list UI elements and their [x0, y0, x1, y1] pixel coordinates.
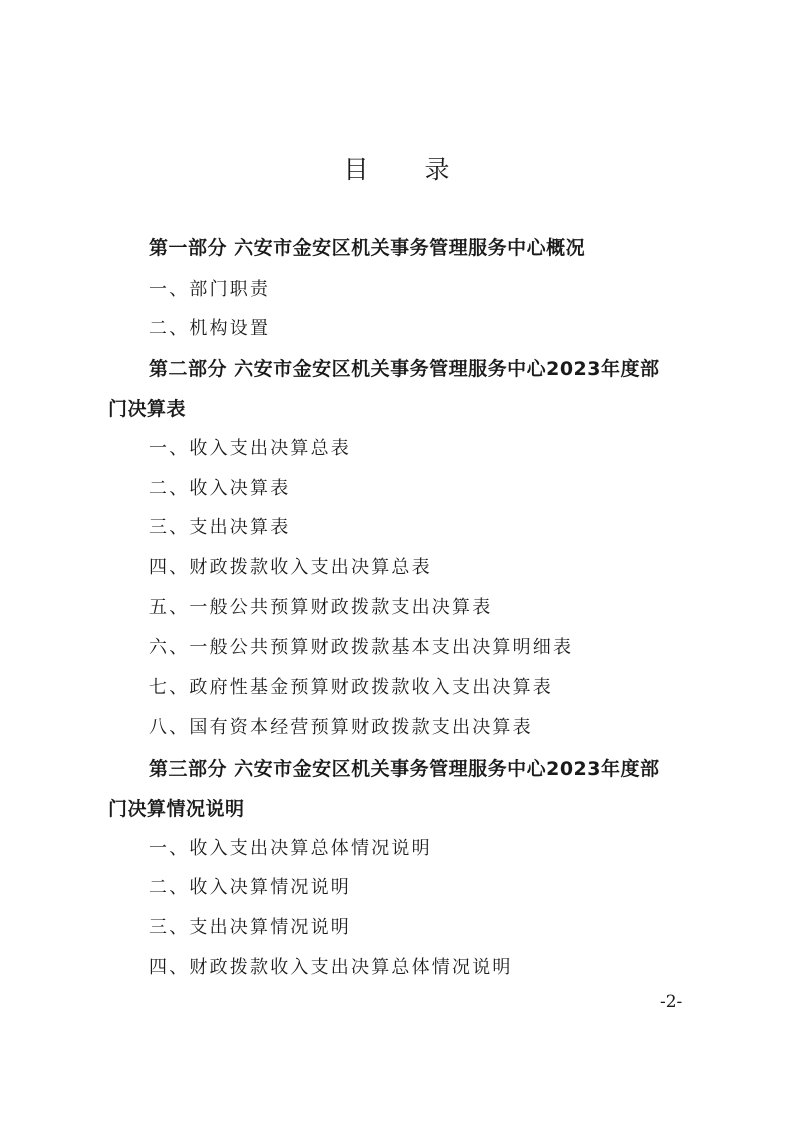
toc-part-3-heading-line-2: 门决算情况说明	[108, 798, 245, 820]
toc-item[interactable]: 三、支出决算表	[149, 517, 291, 538]
toc-item[interactable]: 四、财政拨款收入支出决算总表	[149, 557, 432, 578]
toc-part-2-heading-line-2: 门决算表	[108, 398, 187, 420]
toc-title: 目 录	[343, 155, 474, 184]
toc-part-3-heading[interactable]	[108, 749, 698, 829]
toc-item[interactable]: 八、国有资本经营预算财政拨款支出决算表	[149, 717, 533, 738]
toc-part-1-heading[interactable]	[108, 228, 698, 268]
toc-item[interactable]: 二、收入决算表	[149, 478, 291, 499]
toc-item[interactable]: 七、政府性基金预算财政拨款收入支出决算表	[149, 677, 553, 698]
toc-item[interactable]: 六、一般公共预算财政拨款基本支出决算明细表	[149, 637, 574, 658]
toc-part-2-heading-line-1: 第二部分 六安市金安区机关事务管理服务中心2023年度部	[149, 358, 660, 380]
toc-part-2-heading[interactable]	[108, 349, 698, 429]
toc-item[interactable]: 一、部门职责	[149, 279, 271, 300]
toc-part-1-heading-text: 第一部分 六安市金安区机关事务管理服务中心概况	[149, 237, 586, 259]
toc-item[interactable]: 二、收入决算情况说明	[149, 877, 351, 898]
toc-item[interactable]: 一、收入支出决算总体情况说明	[149, 838, 432, 859]
toc-part-3-heading-line-1: 第三部分 六安市金安区机关事务管理服务中心2023年度部	[149, 758, 660, 780]
toc-item[interactable]: 四、财政拨款收入支出决算总体情况说明	[149, 957, 513, 978]
toc-item[interactable]: 二、机构设置	[149, 318, 271, 339]
toc-item[interactable]: 五、一般公共预算财政拨款支出决算表	[149, 597, 493, 618]
toc-item[interactable]: 一、收入支出决算总表	[149, 438, 351, 459]
page-number: -2-	[660, 992, 683, 1012]
toc-item[interactable]: 三、支出决算情况说明	[149, 917, 351, 938]
